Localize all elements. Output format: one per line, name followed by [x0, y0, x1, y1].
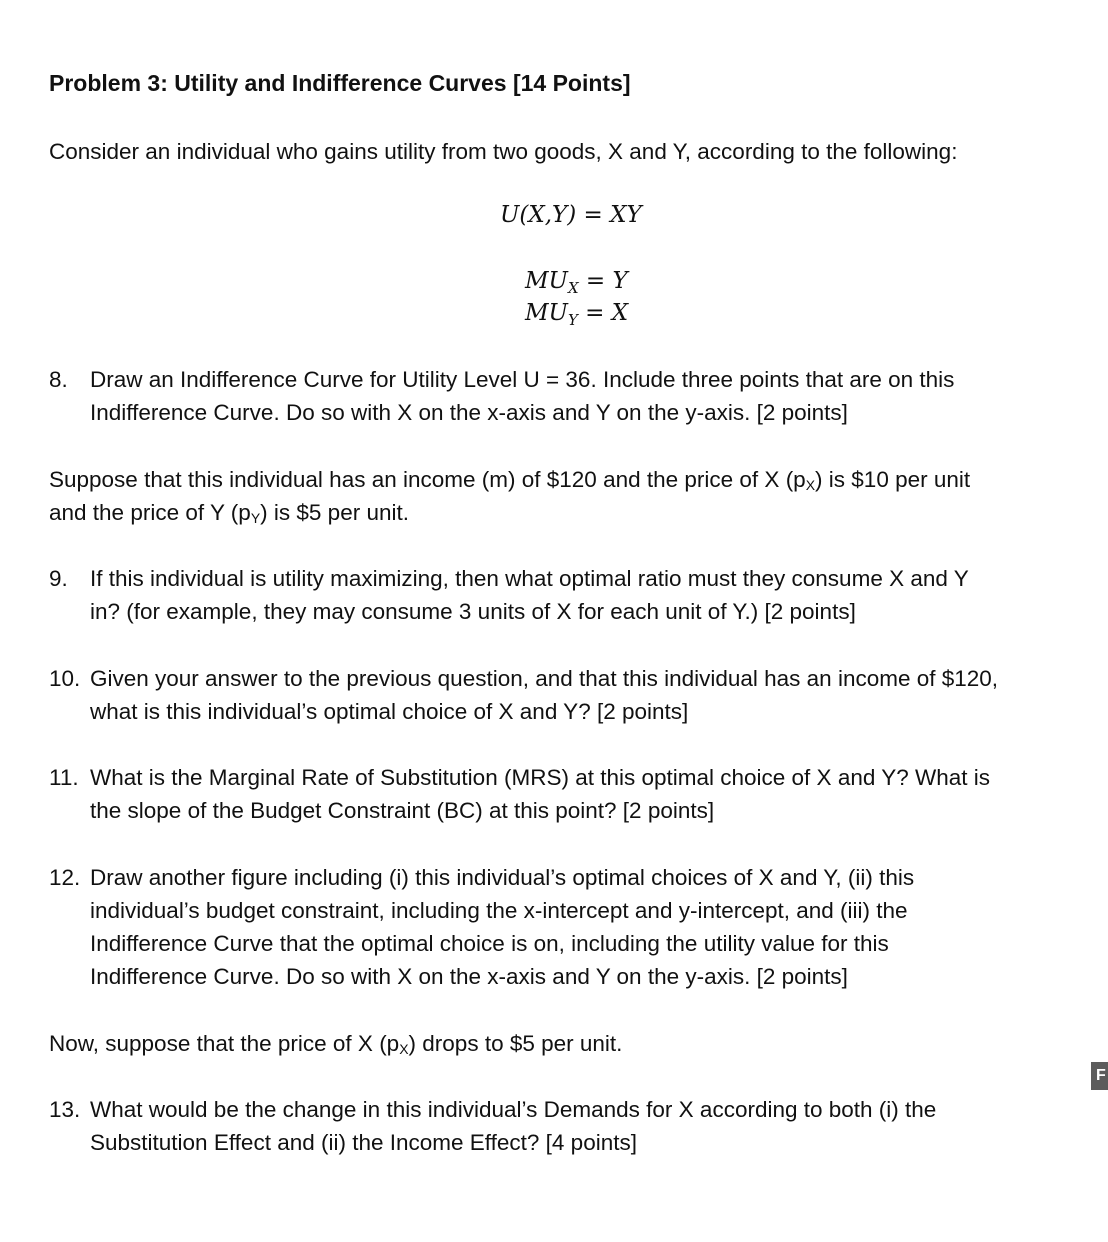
question-text: What would be the change in this individual’s Demands for X according to both (i) the Substitution Effect and (ii) the Income Effect? [4 points] [90, 1097, 937, 1155]
question-number: 12. [49, 865, 81, 890]
py-subscript: Y [250, 510, 261, 526]
question-number: 11. [49, 765, 79, 790]
muy-subscript: Y [567, 311, 578, 329]
scenario-text: and the price of Y (p [49, 500, 251, 525]
question-number: 13. [49, 1097, 81, 1122]
edge-tab-button[interactable]: F [1091, 1062, 1108, 1090]
scenario-text: ) is $10 per unit [815, 467, 971, 492]
muy-equation [525, 300, 628, 329]
price-change-paragraph [49, 1027, 622, 1066]
scenario-text: ) is $5 per unit. [260, 500, 409, 525]
question-8 [49, 363, 1108, 429]
question-number: 10. [49, 666, 81, 691]
mux-rhs: = Y [578, 268, 628, 294]
question-text: Draw an Indifference Curve for Utility Level U = 36. Include three points that are on this Indifference Curve. Do so with X on the x-axis and Y on the y-axis. [2 points] [90, 367, 955, 425]
mux-base: MU [525, 268, 568, 294]
px-subscript: X [399, 1041, 409, 1057]
question-text: Draw another figure including (i) this individual’s optimal choices of X and Y, (ii) this individual’s budget constraint, including the x-intercept and y-intercept, and (iii) the Indifference Curve that the optimal choice is on, including the utility value for this Indifference Curve. Do so with X on the x-axis and Y on the y-axis. [2 points] [90, 865, 915, 989]
question-text: If this individual is utility maximizing, then what optimal ratio must they consume X and Y in? (for example, they may consume 3 units of X for each unit of Y.) [2 points] [90, 566, 969, 624]
question-text: What is the Marginal Rate of Substitution (MRS) at this optimal choice of X and Y? What is the slope of the Budget Constraint (BC) at this point? [2 points] [90, 765, 990, 823]
scenario-line-2 [49, 496, 409, 535]
muy-rhs: = X [577, 300, 629, 326]
muy-base: MU [525, 300, 568, 326]
mux-equation [525, 268, 628, 297]
question-text: Given your answer to the previous question, and that this individual has an income of $120, what is this individual’s optimal choice of X and Y? [2 points] [90, 666, 999, 724]
question-10 [49, 662, 1108, 728]
px-subscript: X [805, 477, 816, 493]
scenario-text: Suppose that this individual has an income (m) of $120 and the price of X (p [49, 467, 806, 492]
utility-equation: U(X,Y) = XY [500, 202, 642, 228]
problem-title: Problem 3: Utility and Indifference Curves [14 Points] [49, 70, 631, 96]
question-number: 9. [49, 566, 68, 591]
question-13 [49, 1093, 1108, 1159]
price-change-text: Now, suppose that the price of X (p [49, 1031, 400, 1056]
price-change-text: ) drops to $5 per unit. [408, 1031, 623, 1056]
mux-subscript: X [567, 279, 579, 297]
question-number: 8. [49, 367, 68, 392]
question-11 [49, 761, 1108, 827]
question-9 [49, 562, 1108, 628]
question-12 [49, 861, 1108, 993]
intro-paragraph: Consider an individual who gains utility from two goods, X and Y, according to the following: [49, 139, 958, 164]
